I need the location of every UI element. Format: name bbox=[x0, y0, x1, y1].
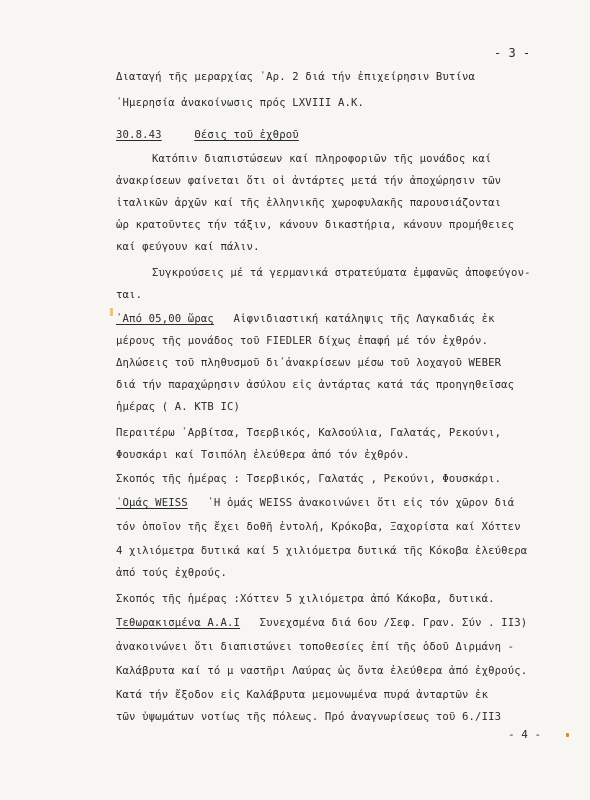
line-13: διά τήν παραχώρησιν ἀσύλου εἰς ἀντάρτας κατά τάς προηγηθεῖσας bbox=[116, 379, 515, 391]
page-number-bottom: - 4 - bbox=[508, 728, 542, 741]
line-12: Δηλώσεις τοῦ πληθυσμοῦ δι᾽ἀνακρίσεων μέσω τοῦ λοχαγοῦ WEBER bbox=[116, 357, 502, 369]
line-6: ὡρ κρατοῦντες τήν τάξιν, κάνουν δικαστήρια, κάνουν προμήθειες bbox=[116, 219, 515, 231]
margin-tick bbox=[566, 733, 569, 737]
line-5: ἰταλικῶν ἀρχῶν καί τῆς ἑλληνικῆς χωροφυλακῆς παρουσιάζονται bbox=[116, 197, 502, 209]
line-7: καί φεύγουν καί πάλιν. bbox=[116, 241, 260, 253]
line-24: ἀνακοινώνει ὅτι διαπιστώνει τοποθεσίες ἐπί τῆς ὁδοῦ Διρμάνη - bbox=[116, 641, 515, 653]
line-21: ἀπό τούς ἐχθρούς. bbox=[116, 567, 227, 579]
heading-date bbox=[116, 128, 299, 142]
line-26: Κατά τήν ἔξοδον εἰς Καλάβρυτα μεμονωμένα πυρά ἀνταρτῶν ἐκ bbox=[116, 689, 489, 701]
line-19: τόν ὁποῖον τῆς ἔχει δοθῆ ἐντολή, Κρόκοβα, Ξαχορίστα καί Χόττεν bbox=[116, 521, 521, 533]
line-1: Διαταγή τῆς μεραρχίας ᾽Αρ. 2 διά τήν ἐπιχείρησιν Βυτίνα bbox=[116, 71, 476, 83]
line-15: Περαιτέρω ᾽Αρβίτσα, Τσερβικός, Καλσούλια, Γαλατάς, Ρεκούνι, bbox=[116, 427, 502, 439]
group-heading: ῾Ομάς WEISS bbox=[116, 497, 188, 509]
line-18-text: ῾Η ὁμάς WEISS ἀνακοινώνει ὅτι εἰς τόν χῶρον διά bbox=[207, 497, 515, 509]
line-22: Σκοπός τῆς ἡμέρας :Χόττεν 5 χιλιόμετρα ἀπό Κάκοβα, δυτικά. bbox=[116, 593, 495, 605]
line-25: Καλάβρυτα καί τό μ ναστῆρι Λαύρας ὡς ὄντα ἐλεύθερα ἀπό ἐχθρούς. bbox=[116, 665, 528, 677]
line-9: ται. bbox=[116, 289, 143, 301]
line-14: ἡμέρας ( Α. ΚΤΒ IC) bbox=[116, 401, 241, 413]
date-label: 30.8.43 bbox=[116, 129, 162, 141]
line-10 bbox=[116, 312, 495, 326]
line-18 bbox=[116, 496, 514, 510]
time-heading: ᾽Από 05,00 ὥρας bbox=[116, 313, 214, 325]
line-23-text: Συνεχσμένα διά 6ου /Σεφ. Γραν. Σύν . II3) bbox=[259, 617, 528, 629]
line-17: Σκοπός τῆς ἡμέρας : Τσερβικός, Γαλατάς , Ρεκούνι, Φουσκάρι. bbox=[116, 473, 502, 485]
line-8: Συγκρούσεις μέ τά γερμανικά στρατεύματα ἐμφανῶς ἀποφεύγον- bbox=[152, 267, 531, 279]
margin-mark bbox=[110, 308, 113, 316]
line-3: Κατόπιν διαπιστώσεων καί πληροφοριῶν τῆς μονάδος καί bbox=[152, 153, 492, 165]
line-10-text: Αἰφνιδιαστική κατάληψις τῆς Λαγκαδιάς ἐκ bbox=[233, 313, 495, 325]
line-16: Φουσκάρι καί Τσιπόλη ἐλεύθερα ἀπό τόν ἐχθρόν. bbox=[116, 449, 410, 461]
page-number-top: - 3 - bbox=[494, 46, 531, 60]
line-23 bbox=[116, 616, 527, 630]
line-2: ᾽Ημερησία ἀνακοίνωσις πρός LXVIII Α.Κ. bbox=[116, 97, 365, 109]
line-27: τῶν ὑψωμάτων νοτίως τῆς πόλεως. Πρό ἀναγνωρίσεως τοῦ 6./II3 bbox=[116, 711, 502, 723]
line-4: ἀνακρίσεων φαίνεται ὅτι οἱ ἀντάρτες μετά τήν ἀποχώρησιν τῶν bbox=[116, 175, 502, 187]
section-title: Θέσις τοῦ ἐχθροῦ bbox=[194, 129, 299, 141]
line-20: 4 χιλιόμετρα δυτικά καί 5 χιλιόμετρα δυτικά τῆς Κόκοβα ἐλεύθερα bbox=[116, 545, 528, 557]
line-11: μέρους τῆς μονάδος τοῦ FIEDLER δίχως ἐπαφή μέ τόν ἐχθρόν. bbox=[116, 335, 489, 347]
armored-heading: Τεθωρακισμένα Α.Α.Ι bbox=[116, 617, 241, 629]
